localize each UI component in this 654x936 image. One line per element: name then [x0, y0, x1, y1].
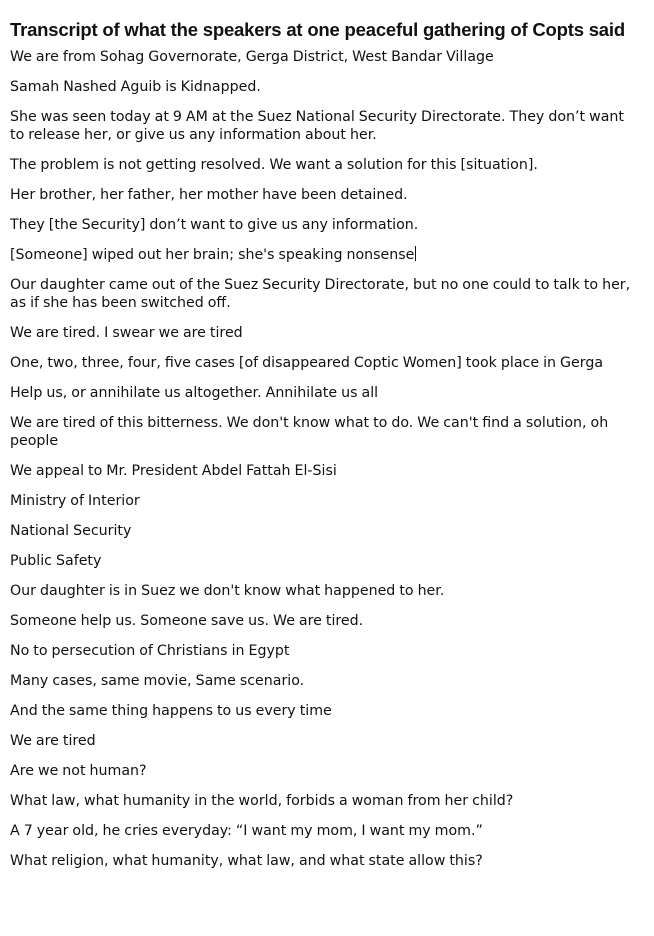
transcript-line: What religion, what humanity, what law, and what state allow this?: [10, 853, 483, 869]
transcript-line: No to persecution of Christians in Egypt: [10, 643, 290, 659]
text-cursor: [415, 246, 416, 261]
transcript-line: Ministry of Interior: [10, 493, 140, 509]
transcript-line: We are from Sohag Governorate, Gerga District, West Bandar Village: [10, 49, 494, 65]
transcript-line: National Security: [10, 523, 132, 539]
transcript-line: And the same thing happens to us every time: [10, 703, 332, 719]
transcript-line: Are we not human?: [10, 763, 147, 779]
transcript-line-text: [Someone] wiped out her brain; she's speaking nonsense: [10, 247, 415, 263]
transcript-line: We are tired. I swear we are tired: [10, 325, 243, 341]
transcript-line: Someone help us. Someone save us. We are tired.: [10, 613, 364, 629]
transcript-line: We are tired of this bitterness. We don't know what to do. We can't find a solution, oh people: [10, 415, 609, 449]
transcript-line: We are tired: [10, 733, 96, 749]
transcript-line: Her brother, her father, her mother have been detained.: [10, 187, 408, 203]
transcript-line-with-cursor[interactable]: [10, 246, 642, 264]
transcript-line: Public Safety: [10, 553, 102, 569]
transcript-line: Many cases, same movie, Same scenario.: [10, 673, 305, 689]
transcript-line: We appeal to Mr. President Abdel Fattah El-Sisi: [10, 463, 337, 479]
transcript-line: A 7 year old, he cries everyday: “I want my mom, I want my mom.”: [10, 823, 483, 839]
transcript-line: What law, what humanity in the world, forbids a woman from her child?: [10, 793, 514, 809]
transcript-lines: [10, 48, 642, 870]
transcript-line: Samah Nashed Aguib is Kidnapped.: [10, 79, 261, 95]
transcript-line: Help us, or annihilate us altogether. Annihilate us all: [10, 385, 379, 401]
document-title: Transcript of what the speakers at one peaceful gathering of Copts said: [10, 19, 625, 40]
transcript-line: One, two, three, four, five cases [of disappeared Coptic Women] took place in Gerga: [10, 355, 604, 371]
transcript-line: The problem is not getting resolved. We want a solution for this [situation].: [10, 157, 538, 173]
transcript-line: They [the Security] don’t want to give us any information.: [10, 217, 419, 233]
transcript-line: Our daughter came out of the Suez Security Directorate, but no one could to talk to her, as if she has been switched off.: [10, 277, 631, 311]
transcript-line: Our daughter is in Suez we don't know what happened to her.: [10, 583, 445, 599]
transcript-line: She was seen today at 9 AM at the Suez National Security Directorate. They don’t want to release her, or give us any information about her.: [10, 109, 624, 143]
document-page: [10, 18, 642, 882]
